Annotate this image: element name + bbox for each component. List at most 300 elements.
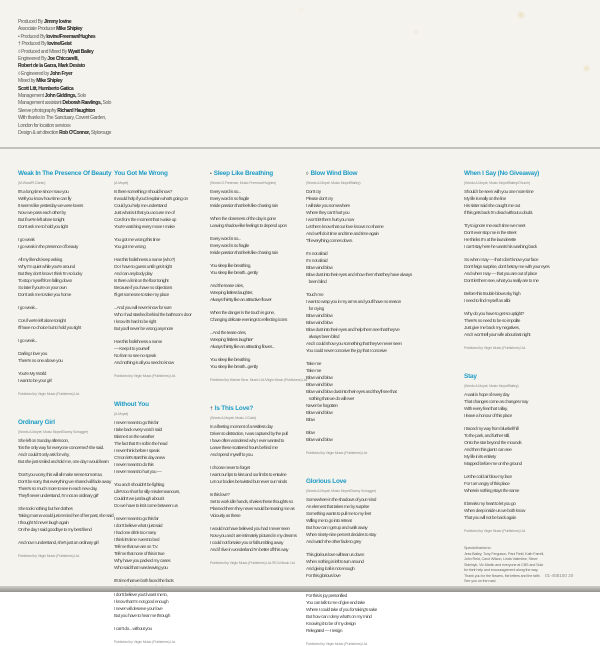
lyric-line: But you'll never be wrong anymore	[114, 327, 173, 332]
publisher-line: Published by Warner Bros. Music Ltd./Virgin Music (Publishers) Ltd.	[210, 378, 308, 382]
song-header	[306, 162, 412, 180]
lyric-line: I want to be your girl	[18, 379, 52, 384]
lyric-stanza	[18, 351, 113, 365]
lyric-line: I never meant to go this far	[114, 517, 159, 522]
lyric-line: Blow wind blow	[306, 376, 333, 381]
credit-line: With thanks to The Sanctuary, Covent Garden,	[18, 115, 106, 122]
lyric-line: All my friends keep asking	[18, 258, 63, 263]
song-header	[18, 411, 113, 429]
lyric-line: You're watching every move I make	[114, 225, 175, 230]
lyric-line: Somewhere in the shadows of your mind	[306, 498, 377, 503]
lyric-line: Blow dust into their eyes and show them that they have always	[306, 273, 412, 278]
lyric-line: I never meant to go this far	[114, 421, 159, 426]
lyric-stanza	[18, 189, 113, 231]
song-title: Is This Love?	[214, 405, 254, 412]
song-header	[114, 162, 191, 180]
song-title: Without You	[114, 401, 149, 408]
lyric-line: You can talk to me of give and take	[306, 601, 365, 606]
lyric-line: Changing delicate evenings to reflecting icons	[210, 318, 287, 323]
credit-line: London for location services	[18, 122, 71, 129]
lyric-line: I thought I'd never laugh again	[18, 521, 69, 526]
lyric-line: Willing me to go into retreat	[306, 519, 352, 524]
lyric-line: Planned them they never would be teasing me as	[210, 507, 295, 512]
lyric-line: 'Don't you worry, this will all make sense tomorrow,	[18, 473, 103, 478]
lyric-stanza	[114, 420, 191, 476]
fine-print-line: See you on the road.	[464, 579, 497, 583]
song-writer-credit: (Words A.Moyet; Music Moyet/Bailey/Church)	[464, 181, 530, 185]
lyric-line: Onto the star beyond the mounds	[464, 441, 522, 446]
credit-line: † Produced By Iovine/Geist	[18, 41, 72, 48]
song-writer-credit: (Words A.Moyet; Music Moyet/Danny Schogger)	[306, 489, 377, 493]
lyric-line: Who I had stashed behind the bathroom door	[114, 313, 192, 318]
lyric-line: Well you know how time can fly	[18, 197, 72, 202]
lyric-line: There's no need to be so impolite	[464, 319, 520, 324]
lyric-stanza	[114, 339, 191, 367]
lyric-line: I never meant to do this	[114, 463, 154, 468]
lyric-line: I will take you somewhere	[306, 204, 350, 209]
lyric-line: A wait in hope of every day	[464, 393, 510, 398]
lyric-line: When nothing is left to turn around	[306, 560, 364, 565]
lyric-line: And watch the other fade to grey	[306, 540, 361, 545]
lyric-line: Tell me that none of this is true	[114, 552, 165, 557]
lyric-line: And I could show you something that they've never seen	[306, 342, 402, 347]
lyric-line: Blow	[306, 418, 315, 423]
fine-print-line: John Reid, Carol Wilson, Linda Valentine, Steve	[464, 557, 538, 561]
lyric-line: My life is really on the line	[464, 197, 506, 202]
lyric-line: You sleep like breath...gently	[210, 271, 258, 276]
lyric-line: Please don't cry	[306, 197, 333, 202]
credits-block	[18, 19, 111, 138]
lyric-line: Set to work idle hands, shakes these thoughts so	[210, 500, 293, 505]
lyric-line: Why I'm quiet while you're around	[18, 265, 75, 270]
lyric-line: Just what is it that you accuse me of	[114, 211, 175, 216]
publisher-line: Published by Virgin Music (Publishers) Ltd.	[306, 642, 368, 646]
lyric-line: Do we have to let it come between us	[114, 504, 178, 509]
credit-line: Robert de la Garza, Mark Desisto	[18, 63, 85, 70]
publisher-line: Published by Virgin Music (Publishers) Ltd.	[306, 451, 368, 455]
lyric-line: Leave these scattered hours behind me	[210, 446, 278, 451]
song-block	[18, 162, 113, 396]
lyric-line: You sleep like breath...gently	[210, 365, 258, 370]
lyric-line: Weeping listless laughter,	[210, 291, 253, 296]
song-title: You Got Me Wrong	[114, 170, 168, 177]
song-writer-credit: (Words A.Moyet; Music J.Guiot)	[210, 416, 256, 420]
lyric-line: For I am angry of this place	[464, 482, 510, 487]
lyric-line: Blame it on the weather	[114, 435, 155, 440]
lyric-line: Blow dust into their eyes and help them see that they've	[306, 328, 400, 333]
lyric-line: Don't cry	[306, 190, 321, 195]
lyric-line: This glorious love will tear us down	[306, 553, 364, 558]
song-writer-credit: (Words A.Moyet; Music Moyet/Bailey)	[464, 384, 519, 388]
credit-line: Mixed by Mike Shipley	[18, 78, 63, 85]
song-writer-credit: (A.Moyet)	[114, 181, 129, 185]
lyric-line: But how can I get up and walk away	[306, 526, 368, 531]
lyric-line: Viciously as these	[210, 514, 241, 519]
paper-stain	[518, 12, 524, 18]
lyric-line: There's so much more to see in each new day,	[18, 487, 98, 492]
lyric-line: He thinks I'm at the launderette	[464, 238, 516, 243]
lyric-line: nothing that we do will ever	[306, 397, 354, 402]
lyric-line: I'm not afraid	[306, 252, 328, 257]
publisher-line: Published by Virgin Music (Publishers) Ltd.	[18, 392, 80, 396]
fine-print-line: Jess Bailey, Tony Ferguson, Paul Field, Kath Farrell,	[464, 551, 544, 556]
lyric-line: C'mon let's start this day anew	[114, 456, 165, 461]
song-header	[306, 470, 412, 488]
lyric-stanza	[306, 251, 412, 286]
credit-line: ◊ Engineered by John Fryer	[18, 70, 73, 77]
lyric-line: When deep inside us we both know	[464, 509, 526, 514]
lyric-line: I have often wondered why I ever wanted to	[210, 439, 284, 444]
lyric-line: Mapped before me on the ground	[464, 462, 522, 467]
lyric-line: Touch me	[306, 293, 324, 298]
lyric-line: I know that I'm not good enough	[114, 600, 169, 605]
publisher-line: Published by Virgin Music (Publishers) Ltd.	[114, 640, 176, 644]
lyric-line: been blind	[306, 280, 327, 285]
credit-line: Design & art direction Rob O'Connor, Stylorouge	[18, 130, 112, 137]
lyric-line: Wherein nothing stays the same	[464, 489, 520, 494]
song-header	[114, 393, 191, 411]
lyric-stanza	[210, 465, 308, 486]
lyric-stanza	[210, 492, 308, 520]
credit-line: Management assistant Deborah Rawlings, Solo	[18, 100, 112, 107]
lyric-line: Try to ignore me each time we meet	[464, 224, 526, 229]
lyric-line: And I couldn't only ask for why,	[18, 453, 70, 458]
special-thanks-block	[464, 546, 549, 585]
lyric-line: And then this giant I can see	[464, 448, 512, 453]
lyric-line: Has this foolishness a name (who?)	[114, 258, 175, 263]
lyric-stanza	[114, 237, 191, 251]
lyric-stanza	[114, 516, 191, 572]
lyric-stanza	[18, 338, 113, 345]
fine-print-line: Thank you for the flowers, the letters and the faith.	[464, 573, 541, 578]
song-header	[18, 162, 113, 180]
lyric-line: I go weak...	[18, 339, 38, 344]
lyric-line: And giving it all is not enough	[306, 567, 355, 572]
lyric-line: I don't believe you'd want me to,	[114, 593, 168, 598]
lyric-line: Let our bodies be twisted but never our minds	[210, 480, 287, 485]
lyric-line: When the danger in the touch is gone,	[210, 311, 275, 316]
song-title: When I Say (No Giveaway)	[464, 170, 540, 177]
paper-stain	[584, 66, 589, 71]
song-title: Stay	[464, 373, 477, 380]
lyric-line: You got me wrong this time	[114, 238, 160, 243]
song-writer-credit: (Words A.Moyet; Music Moyet/Danny Schogger)	[18, 430, 89, 434]
publisher-line: Published by Virgin Music (Publishers) Ltd.	[464, 346, 526, 350]
lyric-line: I never will deserve your love	[114, 607, 163, 612]
lyric-line: Blow wind blow	[306, 314, 333, 319]
lyric-stanza	[114, 189, 191, 231]
lyric-line: Do I have to guess until I get it right	[114, 265, 172, 270]
lyric-line: Blow wind blow	[306, 321, 333, 326]
lyric-stanza	[210, 424, 308, 459]
lyric-stanza	[18, 318, 113, 332]
lyric-line: Let the cold air blow my face	[464, 475, 512, 480]
lyric-stanza	[114, 305, 191, 333]
lyric-stanza	[114, 578, 191, 620]
lyric-stanza	[114, 257, 191, 299]
song-block	[306, 162, 412, 455]
lyric-stanza	[210, 283, 308, 304]
lyric-line: Every word is so fragile	[210, 197, 249, 202]
lyric-stanza	[464, 501, 549, 522]
song-block	[210, 162, 308, 382]
lyric-line: Why do you have to get so uptight?	[464, 312, 524, 317]
lyric-line: I would not have believed you had I never seen	[210, 527, 290, 532]
lyric-line: And we'll do it time and time and time again	[306, 232, 379, 237]
lyric-stanza	[464, 426, 549, 468]
lyric-line: I'll get someone to take my place	[114, 293, 169, 298]
lyric-line: Leaving shadow-like feelings to depend upon	[210, 224, 287, 229]
publisher-line: Published by Virgin Music (Publishers) Ltd.	[18, 554, 80, 558]
lyric-line: For this glorious love	[306, 574, 341, 579]
publisher-line: Published by Virgin Music (Publishers) Ltd.	[464, 529, 526, 533]
lyric-line: Every word is so...	[210, 237, 241, 242]
lyrics-column-2	[114, 162, 191, 644]
lyric-line: Before this trouble blows sky high	[464, 292, 521, 297]
credit-line: ◊ Produced and Mixed By Wyatt Bailey	[18, 48, 94, 55]
lyric-line: With every fear that I allay,	[464, 407, 508, 412]
lyric-line: When the closeness of the day is gone	[210, 217, 276, 222]
lyric-line: Blow	[306, 431, 315, 436]
lyric-line: for crying	[306, 307, 324, 312]
lyric-line: I want our lips to kiss and our limbs to entwine	[210, 473, 287, 478]
lyric-stanza	[464, 189, 549, 217]
lyric-line: Tell me that we are on T.V.	[114, 545, 158, 550]
lyric-stanza	[464, 311, 549, 339]
lyric-line: But she just smiled and told me, one day I would learn	[18, 460, 109, 465]
lyric-line: Because if you have no objections	[114, 286, 172, 291]
lyric-line: Blow wind blow	[306, 411, 333, 416]
song-block	[18, 411, 113, 558]
lyric-line: I could not forsake you or fall tumbling away	[210, 541, 284, 546]
lyric-stanza	[210, 526, 308, 554]
lyric-line: She took nothing but her clothes	[18, 507, 73, 512]
lyric-line: Just give me back my negatives,	[464, 326, 520, 331]
lyric-line: You sleep like breathing	[210, 358, 250, 363]
lyric-line: My life in its entirety	[464, 455, 496, 460]
lyric-line: I know it's hard to be right	[114, 320, 156, 325]
lyric-line: Relegated — I resign	[306, 629, 343, 634]
lyric-line: Darling I love you	[18, 352, 47, 357]
lyric-line: And nothing is all you need to know	[114, 361, 174, 366]
lyric-line: The fact that I'm soft in the head	[114, 442, 168, 447]
lyric-line: There's no one above you	[18, 359, 63, 364]
lyric-line: Always thirsty like an attracting flower...	[210, 345, 275, 350]
fine-print-line: for their help and encouragement along the way.	[464, 568, 539, 572]
song-title: Blow Wind Blow	[310, 170, 358, 177]
lyric-line: No fear no see no speak	[114, 354, 156, 359]
song-writer-credit: (Words A.Moyet; Music Moyet/Bailey)	[306, 181, 361, 185]
lyric-line: I don't believe what I just said	[114, 524, 163, 529]
lyric-line: To the park, and further still,	[464, 434, 510, 439]
lyrics-column-4	[306, 162, 412, 646]
song-marker-symbol: ◊	[306, 171, 309, 177]
lyric-line: I go weak	[18, 238, 35, 243]
lyric-stanza	[210, 357, 308, 371]
lyric-line: To stop myself from falling down	[18, 279, 72, 284]
lyric-stanza	[306, 361, 412, 424]
lyric-line: Blow wind blow dust into their eyes and they'll see that	[306, 390, 397, 395]
lyric-line: It would help if you'd explain what's going on	[114, 197, 188, 202]
publisher-line: Published by Virgin Music (Publishers) Ltd.	[114, 374, 176, 378]
sheet-bottom-edge-shadow	[0, 586, 600, 592]
lyric-line: Cos if we're left alone tonight	[18, 319, 66, 324]
lyric-line: Don't be sorry, that everything we shared will fade away	[18, 480, 111, 485]
lyric-line: 'Til everything comes down.	[306, 239, 353, 244]
lyric-line: It's a long time since I saw you	[18, 190, 69, 195]
lyric-line: I think it's time I went to bed	[114, 538, 160, 543]
lyric-line: Has this foolishness a name	[114, 340, 162, 345]
lyric-line: I go weak...	[18, 306, 38, 311]
lyric-line: But how can I deny what's on my mind	[306, 615, 372, 620]
lyric-line: Something wants to pull me to my feet	[306, 512, 371, 517]
lyric-line: And I won't tell your wife about last night	[464, 333, 531, 338]
song-block	[210, 397, 308, 565]
song-block	[114, 393, 191, 644]
lyric-line: His sister said she caught me out	[464, 204, 520, 209]
lyric-stanza	[306, 586, 412, 635]
song-block	[114, 162, 191, 378]
credit-line: Engineered By Joe Chiccarelli,	[18, 56, 79, 63]
lyric-line: But you have to hear me through	[114, 614, 170, 619]
lyric-line: And spend myself to you.	[210, 453, 254, 458]
credit-line: Produced By Jimmy Iovine	[18, 19, 72, 25]
lyric-line: On the day I said goodbye to my best friend	[18, 528, 92, 533]
lyric-line: Every word is so...	[210, 190, 241, 195]
lyric-line: For this is joy personified	[306, 594, 347, 599]
lyric-stanza	[210, 310, 308, 324]
lyric-line: You and I shouldn't be fighting	[114, 483, 164, 488]
lyric-line: I'll have no choice but to hold you tight	[18, 326, 81, 331]
song-title: Glorious Love	[306, 478, 347, 485]
fold-crease-line	[0, 147, 600, 149]
lyric-stanza	[464, 223, 549, 251]
lyric-line: I want to wrap you in my arms and you'll have no reason	[306, 300, 401, 305]
lyric-stanza	[464, 257, 549, 285]
lyric-line: Don't ask me to hold you tight	[18, 225, 68, 230]
lyric-line: Now you and I are intimately pictured in my dreams	[210, 534, 297, 539]
lyric-line: But they don't know I think I'm so lucky	[18, 272, 83, 277]
lyric-line: So when I say — that I don't know your face	[464, 258, 539, 263]
lyric-line: Don't let them see, what you really are to me	[464, 279, 539, 284]
lyric-stanza	[210, 263, 308, 277]
lyric-line: When ninety-nine percent decides to stay	[306, 533, 376, 538]
lyric-line: I choose never to forget	[210, 466, 250, 471]
song-marker-symbol: •	[210, 171, 212, 177]
lyric-line: You're My World	[18, 372, 47, 377]
lyric-line: They'll never understand, I'm not an ordinary girl'	[18, 494, 99, 499]
lyric-line: Blow wind blow	[306, 266, 333, 271]
publisher-line: Published by Virgin Music (Publishers) Ltd./RCA Music Ltd.	[210, 561, 296, 565]
song-writer-credit: (M.Ward/R.Clarke)	[18, 181, 46, 185]
lyric-line: It seems like yesterday we were lovers	[18, 204, 84, 209]
lyric-line: Every word is so fragile	[210, 244, 249, 249]
fine-print-line: Special thanks to:	[464, 546, 492, 550]
lyric-line: I leave a honour of this place	[464, 414, 512, 419]
lyric-line: It breaks my heart to let you go	[464, 502, 516, 507]
lyric-stanza	[464, 291, 549, 305]
lyric-stanza	[210, 236, 308, 257]
lyric-line: I go weak in the presence of beauty	[18, 245, 78, 250]
lyric-line: Let them know that our love knows no shame	[306, 225, 384, 230]
lyric-line: She left on Sunday afternoon,	[18, 439, 69, 444]
lyric-stanza	[18, 257, 113, 299]
song-header	[210, 397, 308, 415]
lyric-line: Take me	[306, 362, 321, 367]
lyric-stanza	[18, 438, 113, 466]
song-writer-credit: (A.Moyet)	[114, 412, 129, 416]
lyric-line: Why have you packed my cases	[114, 559, 171, 564]
lyric-line: Knowing it to be of my design	[306, 622, 356, 627]
lyric-line: I take back every word I said	[114, 428, 162, 433]
lyric-line: And if I live in wonderland I'm better off this way	[210, 548, 289, 553]
lyric-line: Could you help me understand	[114, 204, 167, 209]
lyric-line: And can anybody play	[114, 272, 153, 277]
lyric-line: Don't ever stop me in the street	[464, 231, 517, 236]
lyric-stanza	[18, 305, 113, 312]
song-title: Weak In The Presence Of Beauty	[18, 170, 112, 177]
lyric-stanza	[210, 330, 308, 351]
song-block	[464, 162, 549, 350]
lyric-stanza	[18, 540, 113, 547]
credit-line: Associate Producer Mike Shipley	[18, 26, 83, 33]
lyric-line: Weeping 'listless laughter'	[210, 338, 253, 343]
song-title: Ordinary Girl	[18, 419, 55, 426]
lyric-line: I never meant to hurt you —	[114, 470, 162, 475]
lyric-line: Now we pass each other by	[18, 211, 66, 216]
lyric-line: You sleep like breathing,	[210, 264, 251, 269]
lyric-line: Is this love?	[210, 493, 230, 498]
lyric-line: I had one drink too many	[114, 531, 156, 536]
lyric-stanza	[464, 474, 549, 495]
lyric-line: Inside passion that feels like chasing rain	[210, 204, 278, 209]
lyric-line: Where they can't hurt you	[306, 211, 350, 216]
song-marker-symbol: †	[210, 406, 213, 412]
lyric-stanza	[306, 497, 412, 546]
lyric-line: Blow wind blow	[306, 383, 333, 388]
lyric-stanza	[306, 189, 412, 245]
lyric-line: I need to find myself an alibi	[464, 299, 510, 304]
lyric-line: Blow wind blow	[306, 438, 333, 443]
lyric-line: Driven to distraction, I was captured by the pull	[210, 432, 288, 437]
song-header	[464, 162, 549, 180]
song-writer-credit: (Words D.Freeman; Music Freeman/Hughes)	[210, 181, 276, 185]
song-block	[464, 365, 549, 533]
catalog-number: 01-458150 20	[545, 573, 574, 578]
song-header	[464, 365, 549, 383]
song-title: Sleep Like Breathing	[213, 170, 273, 177]
lyric-line: Cos from the moment that I wake up	[114, 218, 177, 223]
lyric-stanza	[464, 392, 549, 420]
lyric-line: Is there something I should know?	[114, 190, 172, 195]
lyric-line: But if we're left alone tonight	[18, 218, 65, 223]
song-header	[210, 162, 308, 180]
lyric-line: Where I could take of you for taking's sake	[306, 608, 377, 613]
lyric-line: Is there a limit on the floor tonight	[114, 279, 169, 284]
lyric-line: I can't stay here he wants his washing back	[464, 245, 537, 250]
lyric-line: That changes come as changes may	[464, 400, 528, 405]
lyric-stanza	[18, 472, 113, 500]
lyric-stanza	[114, 626, 191, 633]
lyric-line: Who said that I was leaving you	[114, 566, 168, 571]
credit-line: • Produced By Iovine/Freeman/Hughes	[18, 33, 96, 40]
lyric-line: It's time that we both faced the facts	[114, 579, 174, 584]
credit-line: Sleeve photography Richard Haughton	[18, 107, 95, 114]
lyrics-column-3	[210, 162, 308, 565]
lyric-line: And now I understand, she's just an ordinary girl	[18, 541, 99, 546]
lyric-line: That you will not be back again	[464, 516, 516, 521]
lyric-line: And when I say — that you are out of place	[464, 272, 537, 277]
